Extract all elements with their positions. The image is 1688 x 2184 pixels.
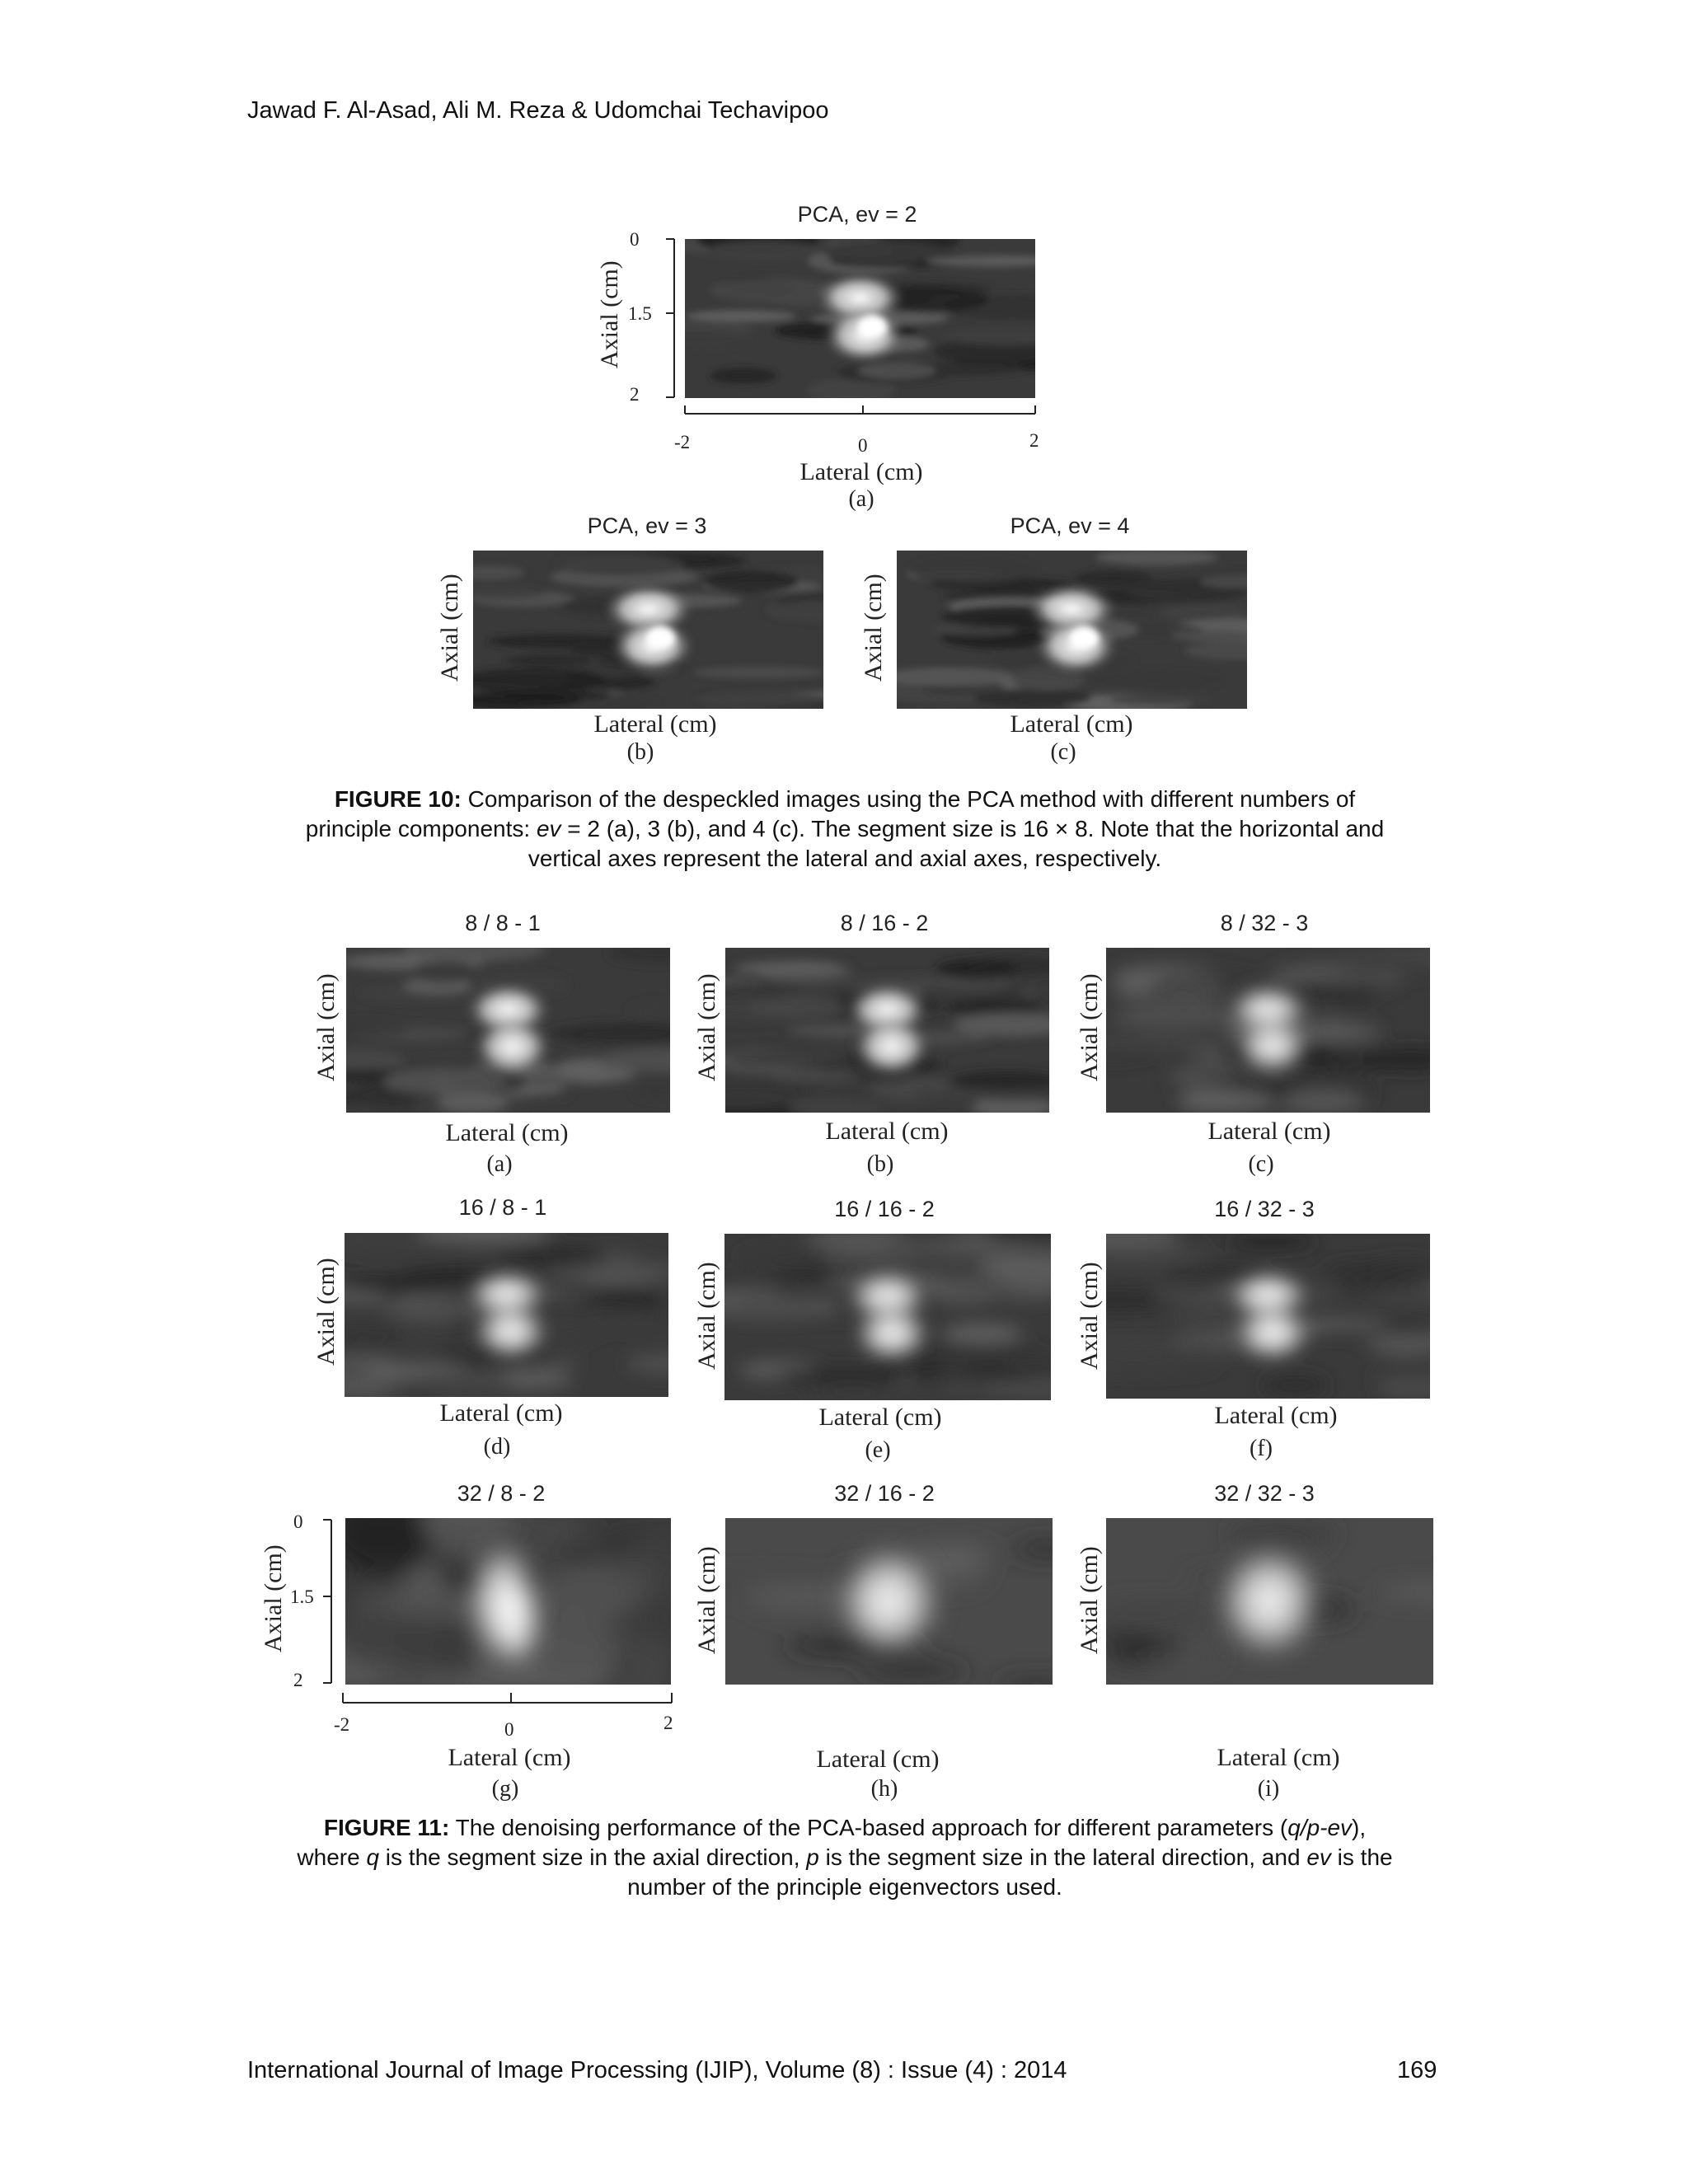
fig11-h-xlabel: Lateral (cm): [816, 1746, 940, 1773]
fig10-c-xlabel: Lateral (cm): [1010, 710, 1133, 738]
fig11-h-sublabel: (h): [870, 1776, 898, 1802]
fig10-a-xaxis: [682, 405, 1040, 422]
fig11-h-ylabel: Axial (cm): [693, 1546, 720, 1654]
fig11-g-xtick: -2: [334, 1714, 350, 1735]
fig11-c-xlabel: Lateral (cm): [1207, 1118, 1331, 1145]
fig11-d-sublabel: (d): [483, 1434, 511, 1460]
fig10-b-sublabel: (b): [626, 739, 654, 765]
fig10-a-xtick: -2: [674, 432, 691, 452]
fig11-g-title: 32 / 8 - 2: [457, 1481, 546, 1506]
fig11-h-title: 32 / 16 - 2: [834, 1481, 935, 1506]
fig10-b-image: [473, 551, 823, 709]
fig11-i-image: [1106, 1518, 1433, 1685]
fig10-a-title: PCA, ev = 2: [797, 202, 917, 227]
fig11-h-image: [725, 1518, 1053, 1685]
fig11-c-image: [1106, 948, 1430, 1113]
fig10-a-yaxis: [666, 237, 682, 402]
fig10-c-ylabel: Axial (cm): [860, 574, 887, 682]
fig10-caption-label: FIGURE 10:: [334, 786, 462, 812]
fig11-f-image: [1106, 1234, 1430, 1399]
fig11-g-sublabel: (g): [491, 1776, 519, 1802]
fig11-a-ylabel: Axial (cm): [312, 973, 340, 1081]
fig11-caption-p: p: [806, 1844, 819, 1870]
fig11-d-xlabel: Lateral (cm): [439, 1399, 563, 1427]
fig11-caption-line2-c: is the segment size in the lateral direction, and: [818, 1844, 1307, 1870]
fig11-caption-qpev: q/p-ev: [1287, 1815, 1353, 1840]
fig11-g-xaxis: [340, 1691, 677, 1708]
fig11-i-xlabel: Lateral (cm): [1217, 1744, 1340, 1771]
fig11-caption-q: q: [366, 1844, 380, 1870]
fig10-a-xlabel: Lateral (cm): [799, 458, 923, 485]
fig11-caption-line2-b: is the segment size in the axial direction,: [379, 1844, 807, 1870]
fig11-g-xtick: 2: [663, 1713, 673, 1733]
fig11-e-image: [724, 1234, 1051, 1400]
fig10-caption-ev: ev: [536, 816, 561, 841]
fig10-caption-line1: Comparison of the despeckled images using the PCA method with different numbers of: [467, 786, 1356, 812]
fig11-b-image: [725, 948, 1049, 1113]
fig10-b-xlabel: Lateral (cm): [593, 710, 717, 738]
fig10-a-xtick: 2: [1029, 430, 1039, 451]
fig11-a-xlabel: Lateral (cm): [445, 1119, 569, 1146]
fig10-c-title: PCA, ev = 4: [1010, 513, 1130, 538]
fig11-caption-line1-pre: The denoising performance of the PCA-based approach for different parameters (: [455, 1815, 1288, 1840]
fig11-c-sublabel: (c): [1248, 1151, 1274, 1177]
fig10-c-sublabel: (c): [1050, 739, 1076, 765]
fig11-e-xlabel: Lateral (cm): [818, 1404, 942, 1431]
fig11-i-title: 32 / 32 - 3: [1214, 1481, 1315, 1506]
fig10-a-ytick: 0: [630, 229, 640, 250]
fig11-g-ytick: 2: [293, 1670, 303, 1690]
fig11-e-ylabel: Axial (cm): [693, 1262, 720, 1370]
fig11-caption-label: FIGURE 11:: [323, 1815, 450, 1840]
fig11-f-sublabel: (f): [1250, 1436, 1273, 1461]
fig11-e-sublabel: (e): [865, 1437, 891, 1463]
fig10-b-title: PCA, ev = 3: [587, 513, 707, 538]
fig11-c-title: 8 / 32 - 3: [1220, 911, 1309, 935]
fig11-i-ylabel: Axial (cm): [1076, 1546, 1103, 1654]
fig11-f-title: 16 / 32 - 3: [1214, 1197, 1315, 1221]
fig11-d-ylabel: Axial (cm): [312, 1258, 340, 1366]
fig11-f-xlabel: Lateral (cm): [1214, 1402, 1338, 1429]
fig10-caption-line2-post: = 2 (a), 3 (b), and 4 (c). The segment size is 16 × 8. Note that the horizontal and: [560, 816, 1385, 841]
fig10-a-image: [685, 239, 1035, 398]
fig11-g-xtick: 0: [504, 1719, 514, 1740]
fig11-caption-line2-d: is the: [1330, 1844, 1393, 1870]
fig11-c-ylabel: Axial (cm): [1076, 973, 1103, 1081]
fig11-e-title: 16 / 16 - 2: [834, 1197, 935, 1221]
fig10-a-sublabel: (a): [848, 486, 874, 512]
fig11-g-yaxis: [323, 1518, 340, 1690]
fig11-caption-line2-a: where: [297, 1844, 367, 1870]
fig11-caption-ev: ev: [1306, 1844, 1331, 1870]
fig11-b-xlabel: Lateral (cm): [825, 1118, 949, 1145]
running-header: Jawad F. Al-Asad, Ali M. Reza & Udomchai Techavipoo: [247, 97, 829, 124]
fig11-b-ylabel: Axial (cm): [693, 973, 720, 1081]
fig11-b-title: 8 / 16 - 2: [840, 911, 929, 935]
fig11-g-ytick: 1.5: [290, 1586, 314, 1607]
fig11-caption-line1-post: ),: [1352, 1815, 1367, 1840]
fig11-a-image: [346, 948, 670, 1113]
page-number: 169: [1397, 2057, 1437, 2083]
fig11-g-ylabel: Axial (cm): [260, 1544, 287, 1652]
fig11-caption-line3: number of the principle eigenvectors used.: [627, 1874, 1062, 1900]
fig11-i-sublabel: (i): [1257, 1776, 1280, 1802]
journal-footer: International Journal of Image Processing (IJIP), Volume (8) : Issue (4) : 2014: [247, 2057, 1067, 2083]
fig10-a-ytick: 2: [630, 384, 640, 405]
fig10-caption-line3: vertical axes represent the lateral and axial axes, respectively.: [528, 846, 1162, 871]
fig11-g-xlabel: Lateral (cm): [448, 1744, 571, 1771]
figure-10-caption: [239, 785, 1451, 874]
fig11-g-ytick: 0: [293, 1511, 303, 1532]
fig11-f-ylabel: Axial (cm): [1076, 1262, 1103, 1370]
fig10-a-xtick: 0: [858, 435, 868, 456]
fig10-b-ylabel: Axial (cm): [436, 574, 463, 682]
fig10-a-ylabel: Axial (cm): [596, 260, 623, 368]
fig11-d-image: [345, 1233, 668, 1397]
fig11-a-sublabel: (a): [486, 1151, 513, 1177]
fig10-a-ytick: 1.5: [628, 303, 652, 324]
figure-11-caption: [239, 1813, 1451, 1902]
fig11-b-sublabel: (b): [866, 1151, 894, 1177]
fig10-caption-line2-pre: principle components:: [305, 816, 537, 841]
fig10-c-image: [897, 551, 1247, 709]
fig11-d-title: 16 / 8 - 1: [458, 1195, 547, 1220]
fig11-a-title: 8 / 8 - 1: [465, 911, 541, 935]
fig11-g-image: [345, 1518, 671, 1685]
